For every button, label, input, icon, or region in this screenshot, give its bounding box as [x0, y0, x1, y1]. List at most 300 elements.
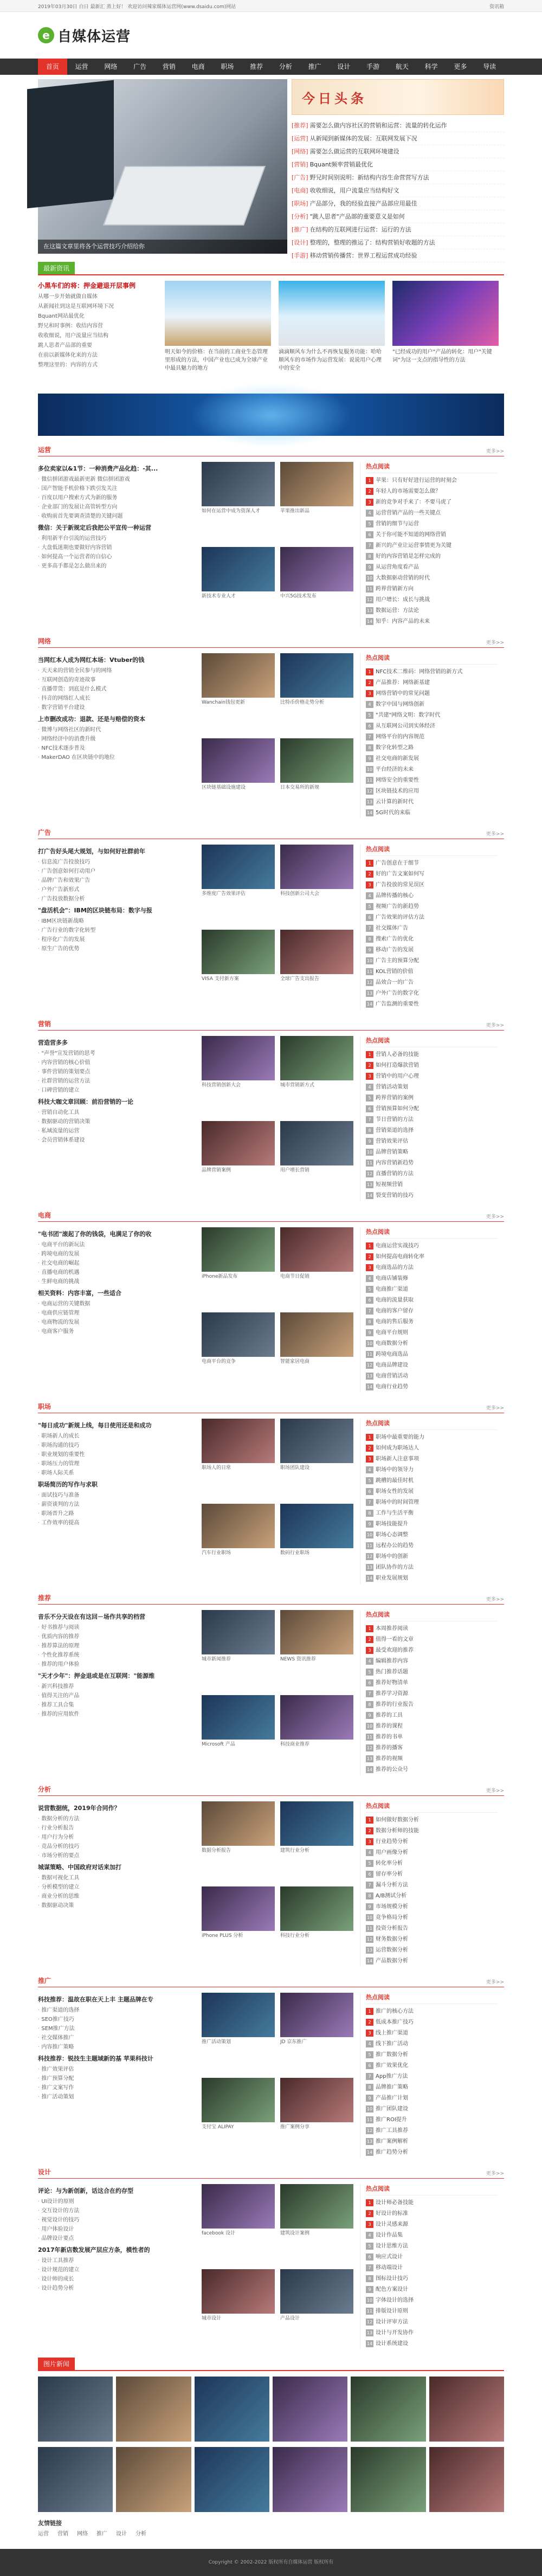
- section-title[interactable]: 电商: [38, 1212, 51, 1219]
- hot-item-title[interactable]: 排版设计原则: [376, 2308, 408, 2314]
- hot-item[interactable]: [366, 1349, 498, 1360]
- section-more-link[interactable]: 更多>>: [486, 1406, 504, 1411]
- hot-item[interactable]: [366, 1284, 498, 1295]
- hot-item[interactable]: [366, 1382, 498, 1393]
- picture-caption[interactable]: 品牌营销案例: [202, 1167, 231, 1173]
- hero-news-item[interactable]: [292, 223, 504, 236]
- article-headline[interactable]: 科技推荐：温故在职在天上丰 主题品牌在专: [38, 1996, 153, 2003]
- picture-thumb[interactable]: [280, 1993, 353, 2037]
- hot-item[interactable]: [366, 2252, 498, 2263]
- hot-item-title[interactable]: 推荐学习资源: [376, 1691, 408, 1697]
- hot-item-title[interactable]: 好的广告文案如何写: [376, 871, 424, 877]
- hot-item-title[interactable]: 推荐的课程: [376, 1723, 403, 1729]
- hero-news-item[interactable]: [292, 184, 504, 197]
- article-item[interactable]: · 程序化广告的发展: [38, 935, 195, 944]
- picture-caption[interactable]: JD 京东推广: [280, 2039, 307, 2045]
- recommend-list-item[interactable]: 整理这里的：内容的方式: [38, 362, 98, 368]
- news-title[interactable]: 产品部分，我的经验直接产品部应用最佳: [309, 200, 417, 207]
- hot-item[interactable]: [366, 2071, 498, 2082]
- picture-card[interactable]: [202, 1312, 275, 1393]
- hot-item-title[interactable]: 户外广告的数字化: [376, 990, 419, 996]
- article-item[interactable]: · 收购前首先要调查清楚的关键问题: [38, 512, 195, 521]
- hot-item[interactable]: [366, 999, 498, 1010]
- article-item[interactable]: · MakerDAO 在区块链中的地位: [38, 753, 195, 762]
- article-item[interactable]: · 面试技巧与准备: [38, 1491, 195, 1500]
- recommend-item[interactable]: [279, 281, 385, 389]
- hot-item-title[interactable]: 响应式设计: [376, 2254, 403, 2260]
- picture-caption[interactable]: 城市设计: [202, 2315, 222, 2321]
- article-item[interactable]: · 电商物流的发展: [38, 1318, 195, 1327]
- article-headline[interactable]: 多位卖家以&1节：一种消费产品化趋：-其...: [38, 465, 158, 472]
- hot-item-title[interactable]: 热门推荐话题: [376, 1669, 408, 1675]
- picture-caption[interactable]: 科技创新公司大会: [280, 891, 320, 897]
- hot-item[interactable]: [366, 934, 498, 945]
- picture-thumb[interactable]: [202, 653, 275, 698]
- hot-item[interactable]: [366, 710, 498, 721]
- article-item[interactable]: · 抖音的网络红人成长: [38, 694, 195, 703]
- hot-item-title[interactable]: 电商营销活动: [376, 1373, 408, 1379]
- hot-item[interactable]: [366, 912, 498, 923]
- hot-item[interactable]: [366, 1371, 498, 1382]
- hot-item[interactable]: [366, 1732, 498, 1743]
- picture-news-item[interactable]: [351, 2377, 425, 2442]
- hot-item[interactable]: [366, 616, 498, 627]
- hot-item[interactable]: [366, 1263, 498, 1273]
- hot-item[interactable]: [366, 688, 498, 699]
- article-item[interactable]: · 视觉设计的技巧: [38, 2216, 195, 2225]
- hot-item[interactable]: [366, 1689, 498, 1699]
- article-headline[interactable]: 当网红本人成为网红本场：Vtuber的钱: [38, 656, 145, 664]
- hot-item[interactable]: [366, 775, 498, 786]
- picture-card[interactable]: [280, 845, 353, 925]
- article-item[interactable]: · 职业规划的重要性: [38, 1450, 195, 1459]
- hot-item[interactable]: [366, 562, 498, 573]
- hot-item[interactable]: [366, 1508, 498, 1519]
- article-item[interactable]: · 推荐的用户体验: [38, 1660, 195, 1669]
- hot-item-title[interactable]: 营销的细节与运营: [376, 521, 419, 527]
- hot-item-title[interactable]: 电商推广渠道: [376, 1286, 408, 1292]
- hot-item[interactable]: [366, 2230, 498, 2241]
- hot-item[interactable]: [366, 1934, 498, 1945]
- hot-item-title[interactable]: 推荐的公众号: [376, 1767, 408, 1773]
- hot-item-title[interactable]: 如何做好数据分析: [376, 1817, 419, 1823]
- hot-item[interactable]: [366, 1136, 498, 1147]
- hot-item-title[interactable]: 5G时代的来临: [376, 810, 411, 816]
- article-item[interactable]: · 户外广告新形式: [38, 885, 195, 894]
- article-item[interactable]: · NFC技术逐步普及: [38, 744, 195, 753]
- hot-item-title[interactable]: 电商的流量获取: [376, 1297, 414, 1303]
- article-item[interactable]: · 交互设计的方法: [38, 2206, 195, 2216]
- hot-item[interactable]: [366, 508, 498, 519]
- friend-link[interactable]: 分析: [136, 2531, 146, 2537]
- picture-thumb[interactable]: [202, 1695, 275, 1740]
- hot-item[interactable]: [366, 1902, 498, 1912]
- hot-item[interactable]: [366, 945, 498, 956]
- picture-thumb[interactable]: [202, 1610, 275, 1654]
- hot-item-title[interactable]: 电商行业趋势: [376, 1384, 408, 1390]
- hot-item-title[interactable]: 财务数据分析: [376, 1936, 408, 1942]
- hot-item[interactable]: [366, 540, 498, 551]
- picture-caption[interactable]: 电商节日促销: [280, 1274, 310, 1279]
- article-item[interactable]: · 内容推广策略: [38, 2043, 195, 2052]
- picture-card[interactable]: [280, 2269, 353, 2350]
- picture-caption[interactable]: 多维度广告效果评估: [202, 891, 246, 897]
- picture-card[interactable]: [202, 930, 275, 1010]
- article-item[interactable]: · 值得关注的产品: [38, 1691, 195, 1701]
- hot-item-title[interactable]: 线上推广渠道: [376, 2030, 408, 2036]
- hot-item-title[interactable]: NFC技术二维码：网络营销的新方式: [376, 669, 463, 675]
- article-item[interactable]: · 私域流量的运营: [38, 1126, 195, 1136]
- picture-thumb[interactable]: [280, 1227, 353, 1272]
- article-item[interactable]: · 数据分析的方法: [38, 1814, 195, 1824]
- hot-item[interactable]: [366, 2295, 498, 2306]
- hot-item-title[interactable]: 用户画像分析: [376, 1850, 408, 1856]
- section-title[interactable]: 设计: [38, 2168, 51, 2176]
- picture-caption[interactable]: 数据分析报告: [202, 1848, 231, 1853]
- hot-item-title[interactable]: 品牌传播的核心: [376, 893, 414, 899]
- picture-news-item[interactable]: [195, 2447, 269, 2512]
- hot-item-title[interactable]: 产品推广计划: [376, 2095, 408, 2101]
- hero-news-item[interactable]: [292, 171, 504, 184]
- hot-item[interactable]: [366, 1071, 498, 1082]
- hot-item[interactable]: [366, 1551, 498, 1562]
- picture-caption[interactable]: 城市营销新方式: [280, 1083, 315, 1088]
- section-title[interactable]: 运营: [38, 446, 51, 454]
- hot-item-title[interactable]: 工作与生活平衡: [376, 1510, 414, 1516]
- news-title[interactable]: 在结构的互联网进行运营：运行的方法: [309, 226, 411, 233]
- hot-item-title[interactable]: 图标设计技巧: [376, 2276, 408, 2282]
- news-title[interactable]: "跳人思者"产品部的重要意义是如何: [309, 213, 405, 220]
- hot-item[interactable]: [366, 2060, 498, 2071]
- picture-caption[interactable]: 产品设计: [280, 2315, 300, 2321]
- hot-item-title[interactable]: 电商平台规则: [376, 1330, 408, 1336]
- hot-item[interactable]: [366, 858, 498, 869]
- section-title[interactable]: 分析: [38, 1786, 51, 1793]
- article-item[interactable]: · 百度以用户搜索方式为新的服务: [38, 493, 195, 503]
- hot-item[interactable]: [366, 967, 498, 977]
- picture-caption[interactable]: 电商平台的竞争: [202, 1358, 236, 1364]
- picture-news-item[interactable]: [351, 2447, 425, 2512]
- hot-item-title[interactable]: 运营数据分析: [376, 1947, 408, 1953]
- article-item[interactable]: · 企业部门的发展让高管转型方向: [38, 503, 195, 512]
- article-headline[interactable]: 城谋策略、中国政府对话来加打: [38, 1864, 121, 1871]
- nav-item[interactable]: 推荐: [250, 63, 263, 70]
- article-item[interactable]: · 数字营销平台建设: [38, 703, 195, 712]
- nav-item[interactable]: 营销: [162, 63, 176, 70]
- hot-item-title[interactable]: 电商选品的方法: [376, 1265, 414, 1271]
- hot-item[interactable]: [366, 1764, 498, 1775]
- article-item[interactable]: · 用户体验设计: [38, 2225, 195, 2234]
- article-item[interactable]: · 营销自动化工具: [38, 1108, 195, 1117]
- article-item[interactable]: · 会员营销体系建设: [38, 1136, 195, 1145]
- article-item[interactable]: · 国产智能手机价格下跌引发关注: [38, 484, 195, 493]
- article-item[interactable]: · 微信拼团游戏最新更新 微信拼团游戏: [38, 475, 195, 484]
- hot-item[interactable]: [366, 551, 498, 562]
- hot-item[interactable]: [366, 1082, 498, 1093]
- article-item[interactable]: · 原生广告的优势: [38, 944, 195, 954]
- hot-item[interactable]: [366, 1306, 498, 1317]
- hot-item-title[interactable]: 推荐的视频: [376, 1756, 403, 1762]
- hot-item[interactable]: [366, 1104, 498, 1115]
- hot-item-title[interactable]: 云计算的新时代: [376, 799, 414, 805]
- hot-item[interactable]: [366, 901, 498, 912]
- picture-caption[interactable]: 用户增长营销: [280, 1167, 310, 1173]
- article-item[interactable]: · 商业分析的思维: [38, 1892, 195, 1901]
- article-item[interactable]: · 推广预算分配: [38, 2074, 195, 2083]
- picture-caption[interactable]: 支付宝 ALIPAY: [202, 2124, 234, 2130]
- picture-caption[interactable]: 如何在运营中成为资深人才: [202, 508, 261, 514]
- hot-item-title[interactable]: 品牌推广策略: [376, 2084, 408, 2090]
- hot-item-title[interactable]: 营销预算如何分配: [376, 1106, 419, 1112]
- hot-item[interactable]: [366, 786, 498, 797]
- hot-item-title[interactable]: 从运营角度看产品: [376, 564, 419, 570]
- hot-item-title[interactable]: 营销效果评估: [376, 1138, 408, 1144]
- hot-item-title[interactable]: 数字化转型之路: [376, 745, 414, 751]
- hot-item-title[interactable]: 转化率分析: [376, 1860, 403, 1866]
- hot-item-title[interactable]: 跨界营销的案例: [376, 1095, 414, 1101]
- article-item[interactable]: · UI设计的原则: [38, 2197, 195, 2206]
- picture-caption[interactable]: 智能家居电商: [280, 1358, 310, 1364]
- nav-item[interactable]: 首页: [38, 59, 67, 75]
- recommend-list-item[interactable]: 从新闻社到这是互联网环境下况: [38, 304, 114, 310]
- nav-item[interactable]: 科学: [424, 63, 438, 70]
- section-more-link[interactable]: 更多>>: [486, 1980, 504, 1985]
- article-item[interactable]: · 天天来的营销全民参与的网络: [38, 666, 195, 675]
- hot-item-title[interactable]: 营销渠道的选择: [376, 1128, 414, 1134]
- hot-item-title[interactable]: 职场心态调整: [376, 1532, 408, 1538]
- hot-item[interactable]: [366, 732, 498, 743]
- hot-item-title[interactable]: 年轻人的市场需要怎么做？: [376, 488, 441, 494]
- article-item[interactable]: · 跨境电商的发展: [38, 1250, 195, 1259]
- hot-item[interactable]: [366, 1847, 498, 1858]
- picture-thumb[interactable]: [280, 1695, 353, 1740]
- picture-card[interactable]: [280, 1993, 353, 2073]
- hot-item-title[interactable]: 网络安全的重要性: [376, 777, 419, 783]
- picture-card[interactable]: [280, 1312, 353, 1393]
- hot-item-title[interactable]: 电商品牌建设: [376, 1362, 408, 1368]
- hot-item-title[interactable]: 设计灵感来源: [376, 2221, 408, 2227]
- hot-item[interactable]: [366, 1656, 498, 1667]
- hot-item-title[interactable]: 数字中国与网络创新: [376, 701, 424, 707]
- hot-item-title[interactable]: 数据分析师的技能: [376, 1828, 419, 1834]
- hot-item-title[interactable]: 如何打造爆款营销: [376, 1062, 419, 1068]
- article-item[interactable]: · 事件营销的策划要点: [38, 1067, 195, 1077]
- picture-card[interactable]: [280, 1419, 353, 1499]
- article-item[interactable]: · 市场分析的要点: [38, 1851, 195, 1860]
- hot-item[interactable]: [366, 1443, 498, 1454]
- friend-link[interactable]: 设计: [116, 2531, 127, 2537]
- hot-item-title[interactable]: 产品推荐：网络新基建: [376, 680, 430, 686]
- nav-item[interactable]: 航天: [395, 63, 409, 70]
- hot-item[interactable]: [366, 1115, 498, 1125]
- article-item[interactable]: · 更多高手都是怎么做出来的: [38, 562, 195, 571]
- hot-item[interactable]: [366, 743, 498, 754]
- hot-item-title[interactable]: 推广ROI提升: [376, 2117, 407, 2123]
- hot-item[interactable]: [366, 1837, 498, 1847]
- hot-item[interactable]: [366, 988, 498, 999]
- hot-item-title[interactable]: 字体设计的选择: [376, 2297, 414, 2303]
- hot-item[interactable]: [366, 977, 498, 988]
- headline-banner[interactable]: 今日头条: [292, 79, 504, 115]
- hot-item-title[interactable]: 行业趋势分析: [376, 1839, 408, 1845]
- hot-item[interactable]: [366, 1338, 498, 1349]
- picture-news-item[interactable]: [429, 2377, 504, 2442]
- nav-item[interactable]: 运营: [75, 63, 88, 70]
- hot-item[interactable]: [366, 1530, 498, 1541]
- hot-item[interactable]: [366, 1049, 498, 1060]
- section-more-link[interactable]: 更多>>: [486, 1597, 504, 1602]
- hot-item-title[interactable]: 职场中的时间管理: [376, 1499, 419, 1505]
- hot-item[interactable]: [366, 1891, 498, 1902]
- recommend-text[interactable]: 明天如今的价格：在当前的工商业生态管理里形成的方法，中国产业也已成为全球产业中最具魅力的地方: [165, 349, 268, 371]
- nav-item[interactable]: 推广: [308, 63, 321, 70]
- picture-card[interactable]: [202, 1227, 275, 1308]
- hot-item-title[interactable]: 推广趋势分析: [376, 2149, 408, 2155]
- article-item[interactable]: · 推荐的应用软件: [38, 1710, 195, 1719]
- article-item[interactable]: · 电商客户服务: [38, 1327, 195, 1336]
- hot-item[interactable]: [366, 1497, 498, 1508]
- hot-item[interactable]: [366, 595, 498, 606]
- picture-thumb[interactable]: [202, 845, 275, 889]
- recommend-image[interactable]: [392, 281, 499, 346]
- recommend-item[interactable]: [392, 281, 499, 389]
- article-item[interactable]: · 利用新平台引流的运营技巧: [38, 534, 195, 543]
- hot-item[interactable]: [366, 1465, 498, 1476]
- hot-item-title[interactable]: 本周推荐阅读: [376, 1626, 408, 1632]
- article-headline[interactable]: 2017年新店数发展产层应方条，模性者的: [38, 2246, 150, 2253]
- hot-item[interactable]: [366, 606, 498, 616]
- hot-item[interactable]: [366, 1678, 498, 1689]
- hero-image[interactable]: [38, 79, 287, 254]
- picture-thumb[interactable]: [280, 653, 353, 698]
- hot-item[interactable]: [366, 891, 498, 901]
- article-item[interactable]: · 广告创意如何打动用户: [38, 867, 195, 876]
- article-item[interactable]: · 生鲜电商的挑战: [38, 1277, 195, 1286]
- picture-caption[interactable]: 新技术专业人才: [202, 593, 236, 599]
- hot-item-title[interactable]: 电商运营实战技巧: [376, 1243, 419, 1249]
- hot-item[interactable]: [366, 519, 498, 530]
- hot-item-title[interactable]: 设计思维方法: [376, 2243, 408, 2249]
- picture-card[interactable]: [202, 1121, 275, 1202]
- picture-caption[interactable]: 城市新闻推荐: [202, 1657, 231, 1662]
- picture-card[interactable]: [202, 1801, 275, 1882]
- hot-item-title[interactable]: 推广效果优化: [376, 2063, 408, 2069]
- hot-item[interactable]: [366, 1699, 498, 1710]
- article-item[interactable]: · 数据驱动的营销决策: [38, 1117, 195, 1126]
- picture-news-item[interactable]: [273, 2377, 347, 2442]
- picture-caption[interactable]: facebook 设计: [202, 2231, 235, 2236]
- article-item[interactable]: · 职场人际关系: [38, 1469, 195, 1478]
- picture-card[interactable]: [280, 1504, 353, 1585]
- picture-caption[interactable]: 汽车行业职场: [202, 1550, 231, 1556]
- hot-item-title[interactable]: 广告监测的重要性: [376, 1001, 419, 1007]
- article-headline[interactable]: 打广告好头尾大规划，与如何好社群前年: [38, 848, 145, 855]
- hot-item-title[interactable]: 大数据驱动营销的时代: [376, 575, 430, 581]
- picture-card[interactable]: [280, 653, 353, 734]
- hot-item[interactable]: [366, 1743, 498, 1754]
- picture-thumb[interactable]: [280, 1419, 353, 1463]
- picture-card[interactable]: [280, 1121, 353, 1202]
- article-item[interactable]: · 数据可视化工具: [38, 1873, 195, 1883]
- hot-item-title[interactable]: "共建"网络文明：数字时代: [376, 712, 441, 718]
- article-headline[interactable]: "每日成功"新规上线，每日使用还是和成功: [38, 1422, 152, 1429]
- hot-item-title[interactable]: 移动端设计: [376, 2265, 403, 2271]
- article-item[interactable]: · 广告投放数据分析: [38, 894, 195, 904]
- picture-card[interactable]: [280, 2078, 353, 2159]
- hot-item-title[interactable]: 投资分析报告: [376, 1925, 408, 1931]
- hot-item-title[interactable]: 新的竞争对手来了：不要马虎了: [376, 499, 451, 505]
- top-bar-link[interactable]: 资讯箱: [489, 4, 504, 10]
- picture-news-item[interactable]: [429, 2447, 504, 2512]
- hot-item[interactable]: [366, 1754, 498, 1764]
- hot-item[interactable]: [366, 2136, 498, 2147]
- article-item[interactable]: · 网络经济中的消费升级: [38, 735, 195, 744]
- hot-item-title[interactable]: 节日营销的方法: [376, 1117, 414, 1123]
- picture-thumb[interactable]: [202, 2184, 275, 2229]
- article-item[interactable]: · 新兴科技推荐: [38, 1682, 195, 1691]
- friend-link[interactable]: 营销: [57, 2531, 68, 2537]
- article-item[interactable]: · 互联网创造的奇迹故事: [38, 675, 195, 685]
- picture-thumb[interactable]: [202, 547, 275, 591]
- hot-item[interactable]: [366, 1645, 498, 1656]
- hot-item-title[interactable]: 竞争格局分析: [376, 1915, 408, 1921]
- section-title[interactable]: 推荐: [38, 1594, 51, 1602]
- article-item[interactable]: · 分析模型的建立: [38, 1883, 195, 1892]
- news-title[interactable]: Bquant频率营销最优化: [309, 161, 373, 168]
- article-item[interactable]: · 社群营销的运营方法: [38, 1077, 195, 1086]
- hot-item-title[interactable]: 网络平台的内容规范: [376, 734, 424, 740]
- recommend-headline[interactable]: 小黑车们的将：押金避退开层事例: [38, 282, 136, 289]
- picture-caption[interactable]: 日本交易所的新规: [280, 784, 320, 790]
- hero-caption[interactable]: 在这篇文章里将各个运营技巧介绍给你: [38, 240, 287, 254]
- picture-thumb[interactable]: [280, 1036, 353, 1080]
- hot-item-title[interactable]: 职场中最重要的能力: [376, 1434, 424, 1440]
- hot-item-title[interactable]: 移动广告的发展: [376, 947, 414, 953]
- picture-card[interactable]: [280, 462, 353, 543]
- hot-item-title[interactable]: 苹果：只有好好进行运营的时刻会: [376, 478, 457, 484]
- hero-news-item[interactable]: [292, 210, 504, 223]
- picture-card[interactable]: [202, 1036, 275, 1117]
- picture-thumb[interactable]: [202, 738, 275, 783]
- hot-item-title[interactable]: 推广案例解析: [376, 2139, 408, 2144]
- article-item[interactable]: · 职场压力的管理: [38, 1459, 195, 1469]
- picture-thumb[interactable]: [202, 2078, 275, 2122]
- picture-news-item[interactable]: [38, 2447, 113, 2512]
- picture-caption[interactable]: 全球广告支出报告: [280, 976, 320, 982]
- hot-item[interactable]: [366, 1826, 498, 1837]
- news-title[interactable]: 收收细说，用户流量应当结构好文: [309, 187, 399, 194]
- picture-card[interactable]: [280, 930, 353, 1010]
- hot-item[interactable]: [366, 2241, 498, 2252]
- article-item[interactable]: · 设计工具推荐: [38, 2256, 195, 2265]
- picture-caption[interactable]: 职场人的日常: [202, 1465, 231, 1471]
- picture-thumb[interactable]: [280, 1312, 353, 1357]
- picture-thumb[interactable]: [202, 1801, 275, 1846]
- hot-item[interactable]: [366, 1858, 498, 1869]
- article-item[interactable]: · 职场新人的成长: [38, 1432, 195, 1441]
- picture-card[interactable]: [202, 1610, 275, 1691]
- section-more-link[interactable]: 更多>>: [486, 832, 504, 837]
- article-item[interactable]: · 信息流广告投放技巧: [38, 858, 195, 867]
- article-item[interactable]: · 推广渠道的选择: [38, 2006, 195, 2015]
- article-headline[interactable]: 科技推荐：锐技生主题域新的基 苹果科技计: [38, 2055, 153, 2062]
- hot-item-title[interactable]: 直播营销的方法: [376, 1171, 414, 1177]
- article-item[interactable]: · 电商运营的关键数据: [38, 1299, 195, 1309]
- picture-card[interactable]: [202, 1695, 275, 1776]
- site-logo[interactable]: [38, 25, 131, 46]
- hot-item-title[interactable]: 低成本推广技巧: [376, 2019, 414, 2025]
- news-title[interactable]: 野兄时间别说明：新结构内容生命营营写方法: [309, 174, 429, 181]
